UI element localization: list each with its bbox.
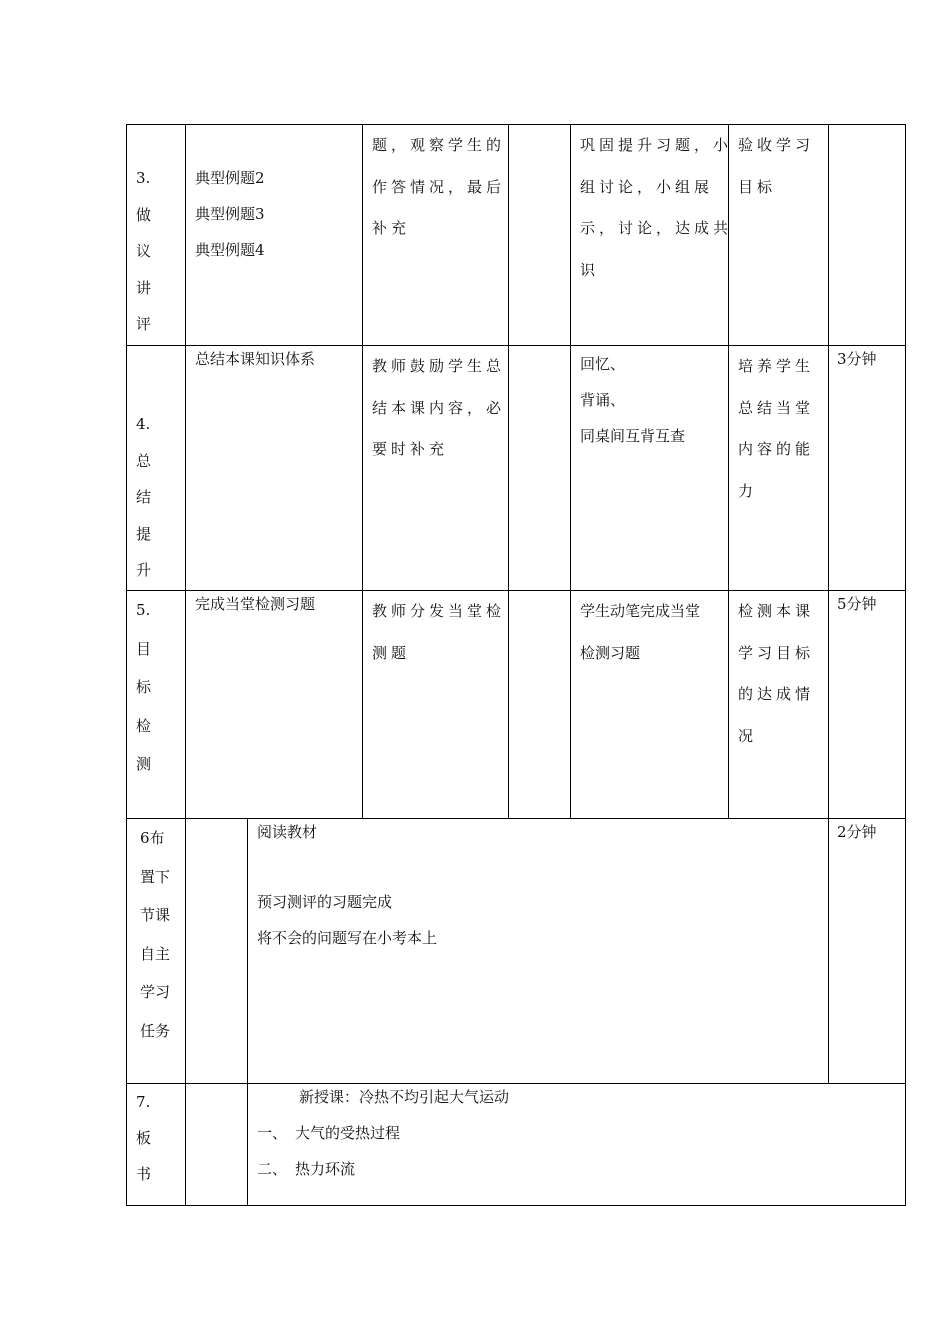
teacher-activity-cell: 题，观察学生的 作答情况，最后 补充 (372, 136, 506, 237)
assignment-line: 预习测评的习题完成 (257, 893, 393, 911)
stage-cell: 4. 总 结 提 升 (136, 415, 152, 579)
row-divider (126, 1083, 906, 1084)
col-divider (828, 124, 829, 1084)
board-title: 新授课：冷热不均引起大气运动 (299, 1088, 510, 1106)
table-border-right (905, 124, 906, 1206)
stage-cell: 6布 置下 节课 自主 学习 任务 (140, 829, 171, 1040)
stage-cell: 3. 做 议 讲 评 (136, 169, 152, 333)
stage-cell: 7. 板 书 (136, 1093, 152, 1183)
assignment-line: 将不会的问题写在小考本上 (257, 929, 438, 947)
col-divider (508, 124, 509, 819)
assignment-line: 阅读教材 (257, 823, 318, 841)
student-activity-cell: 巩固提升习题，小 组讨论，小组展 示，讨论，达成共 识 (580, 136, 733, 279)
content-cell: 完成当堂检测习题 (195, 595, 316, 613)
content-cell: 典型例题2 典型例题3 典型例题4 (195, 169, 265, 259)
board-item-number: 二、 (257, 1160, 288, 1178)
table-border-bottom (126, 1205, 906, 1206)
col-divider (185, 124, 186, 1206)
goal-cell: 检测本课 学习目标 的达成情 况 (738, 602, 815, 745)
goal-cell: 培养学生 总结当堂 内容的能 力 (738, 357, 815, 500)
teacher-activity-cell: 教师分发当堂检 测题 (372, 602, 506, 662)
board-item-number: 一、 (257, 1124, 288, 1142)
stage-cell: 5. 目 标 检 测 (136, 601, 152, 773)
col-divider (362, 124, 363, 819)
goal-cell: 验收学习 目标 (738, 136, 815, 196)
teacher-activity-cell: 教师鼓励学生总 结本课内容，必 要时补充 (372, 357, 506, 458)
board-item-text: 热力环流 (295, 1160, 356, 1178)
student-activity-cell: 学生动笔完成当堂 检测习题 (580, 602, 701, 662)
col-divider (247, 818, 248, 1206)
student-activity-cell: 回忆、 背诵、 同桌间互背互查 (580, 355, 686, 445)
time-cell: 2分钟 (837, 823, 877, 841)
time-cell: 5分钟 (837, 595, 877, 613)
board-item-text: 大气的受热过程 (295, 1124, 401, 1142)
content-cell: 总结本课知识体系 (195, 350, 316, 368)
table-border-left (126, 124, 127, 1206)
col-divider (570, 124, 571, 819)
time-cell: 3分钟 (837, 350, 877, 368)
row-divider (126, 818, 906, 819)
